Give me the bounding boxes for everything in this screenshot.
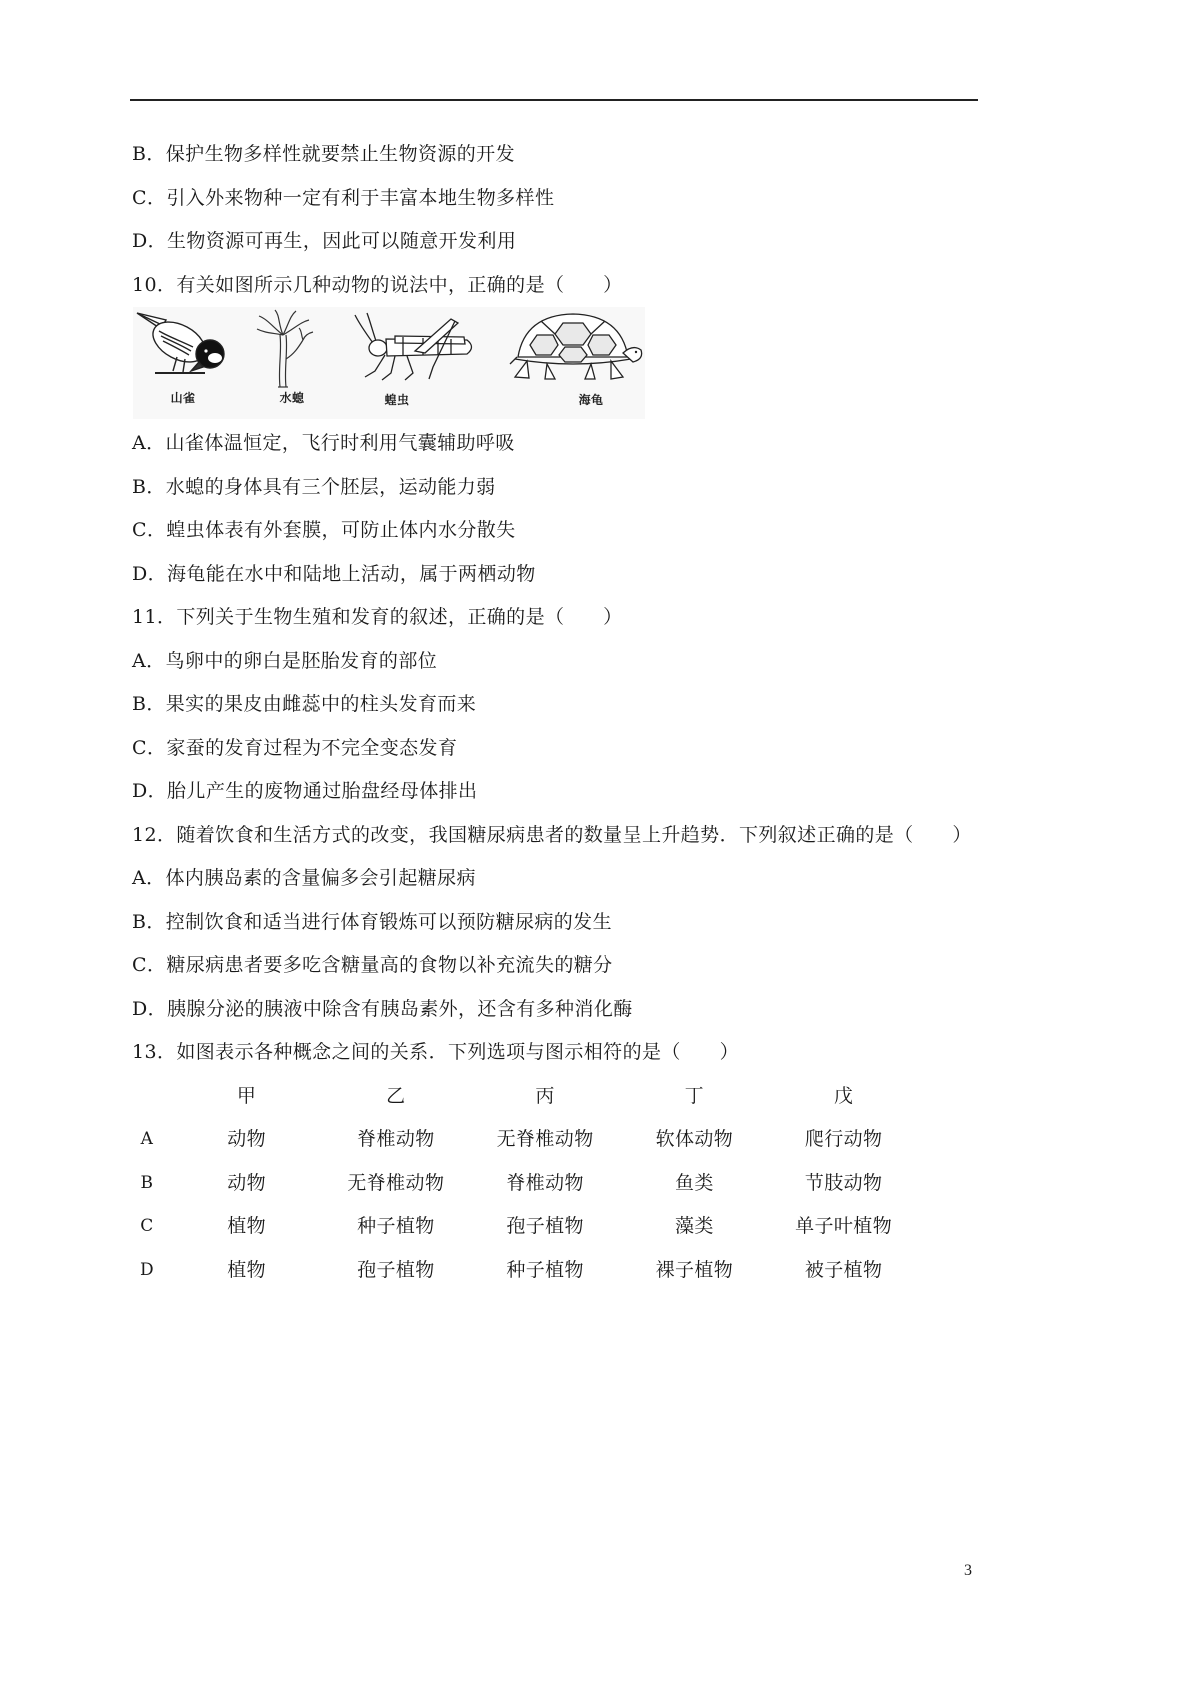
table-header-row [122,1075,918,1119]
table-cell: 藻类 [674,1215,714,1237]
table-cell: 动物 [227,1171,267,1194]
question-13-stem: 13．如图表示各种概念之间的关系．下列选项与图示相符的是（ ） [132,1041,739,1063]
question-10-stem: 10．有关如图所示几种动物的说法中，正确的是（ ） [132,273,623,296]
question-12-option-d: D．胰腺分泌的胰液中除含有胰岛素外，还含有多种消化酶 [132,997,633,1020]
header-yi: 乙 [386,1084,406,1107]
header-rule [130,99,978,101]
question-12-stem: 12．随着饮食和生活方式的改变，我国糖尿病患者的数量呈上升趋势．下列叙述正确的是（ ） [132,823,972,846]
question-10-option-c: C．蝗虫体表有外套膜，可防止体内水分散失 [132,519,516,541]
table-cell: 无脊椎动物 [347,1171,445,1194]
animals-figure [132,307,1032,422]
figure-label-hydra: 水螅 [279,391,305,405]
question-10-option-d: D．海龟能在水中和陆地上活动，属于两栖动物 [132,562,536,585]
table-cell: 孢子植物 [506,1215,584,1237]
table-row [122,1249,918,1293]
figure-label-tit: 山雀 [170,391,196,405]
animals-illustration [133,307,645,419]
question-11-option-d: D．胎儿产生的废物通过胎盘经母体排出 [132,780,478,802]
question-10-option-a: A．山雀体温恒定，飞行时利用气囊辅助呼吸 [132,432,515,454]
question-12-option-c: C．糖尿病患者要多吃含糖量高的食物以补充流失的糖分 [132,954,613,976]
question-10-option-b: B．水螅的身体具有三个胚层，运动能力弱 [132,475,496,498]
header-ding: 丁 [684,1084,705,1107]
table-cell: 种子植物 [357,1215,435,1237]
table-row [122,1162,918,1206]
table-cell: 软体动物 [655,1128,734,1150]
figure-label-grasshopper: 蝗虫 [384,393,410,407]
table-cell: 孢子植物 [357,1258,435,1281]
table-row [122,1205,918,1249]
question-9-option-b: B．保护生物多样性就要禁止生物资源的开发 [132,143,515,165]
page-content [132,133,1032,1292]
figure-label-turtle: 海龟 [578,393,604,407]
table-cell: 植物 [227,1215,267,1237]
table-cell: 脊椎动物 [506,1171,584,1194]
page-number: 3 [964,1562,972,1579]
table-cell: 被子植物 [804,1258,883,1281]
table-cell: 无脊椎动物 [496,1128,594,1150]
table-cell: 节肢动物 [804,1171,883,1194]
table-cell: 鱼类 [674,1171,714,1194]
row-label: C [140,1216,154,1236]
table-cell: 爬行动物 [804,1128,883,1150]
table-cell: 单子叶植物 [795,1215,893,1237]
row-label: A [140,1129,154,1149]
question-9-option-c: C．引入外来物种一定有利于丰富本地生物多样性 [132,186,555,209]
table-row [122,1118,918,1162]
table-corner-cell [122,1075,172,1119]
question-11-option-b: B．果实的果皮由雌蕊中的柱头发育而来 [132,693,477,715]
header-bing: 丙 [535,1084,555,1107]
row-label: B [140,1172,154,1193]
question-11-stem: 11．下列关于生物生殖和发育的叙述，正确的是（ ） [132,606,623,628]
table-cell: 植物 [227,1258,267,1281]
header-wu: 戊 [833,1084,854,1107]
question-12-option-a: A．体内胰岛素的含量偏多会引起糖尿病 [132,867,476,889]
row-label: D [139,1259,155,1280]
question-9-option-d: D．生物资源可再生，因此可以随意开发利用 [132,230,517,252]
table-cell: 动物 [227,1128,267,1150]
table-cell: 裸子植物 [655,1258,734,1281]
concept-options-table [122,1075,918,1293]
table-cell: 种子植物 [506,1258,584,1281]
header-jia: 甲 [236,1084,257,1107]
question-11-option-c: C．家蚕的发育过程为不完全变态发育 [132,736,458,759]
question-11-option-a: A．鸟卵中的卵白是胚胎发育的部位 [132,649,438,672]
table-cell: 脊椎动物 [357,1128,435,1150]
question-12-option-b: B．控制饮食和适当进行体育锻炼可以预防糖尿病的发生 [132,910,612,933]
